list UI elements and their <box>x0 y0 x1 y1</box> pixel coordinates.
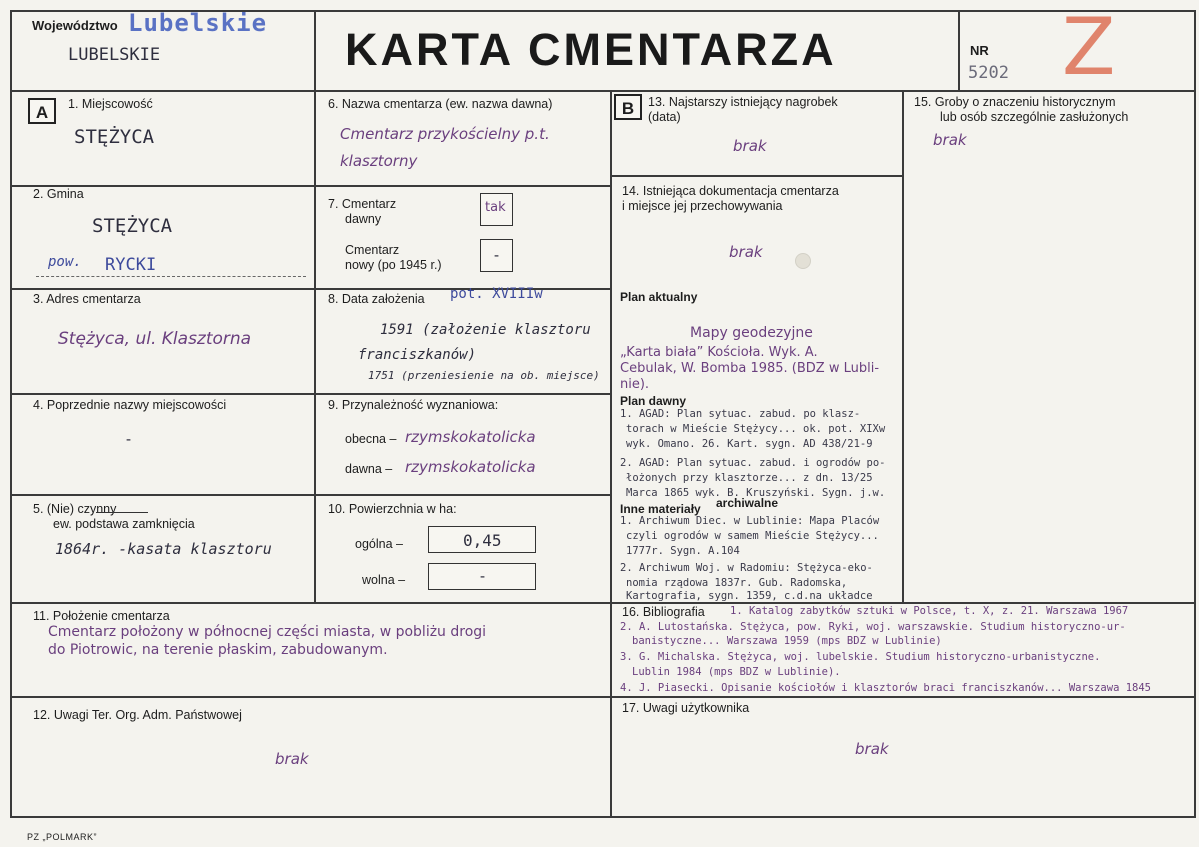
field-10-wolna-label: wolna – <box>362 573 406 587</box>
field-16-line-6: 4. J. Piasecki. Opisanie kościołów i klasztorów braci franciszkanów... Warszawa 1845 <box>620 682 1152 694</box>
wojewodztwo-label: Województwo <box>32 18 118 33</box>
field-7-nowy-value: - <box>492 246 502 264</box>
field-9-obecna-label: obecna – <box>345 432 397 446</box>
plan-dawny-label: Plan dawny <box>620 394 687 408</box>
inne-line-4: 2. Archiwum Woj. w Radomiu: Stężyca-eko- <box>620 562 873 574</box>
plan-aktualny-line-4: nie). <box>620 377 650 392</box>
field-15-value: brak <box>933 131 967 149</box>
field-16-line-1: 1. Katalog zabytków sztuki w Polsce, t. X, z. 21. Warszawa 1967 <box>730 605 1129 617</box>
field-8-label: 8. Data założenia <box>328 292 425 306</box>
field-5-label-a: 5. (Nie) czynny <box>33 502 117 516</box>
field-5-label-b: ew. podstawa zamknięcia <box>53 517 195 531</box>
field-4-label: 4. Poprzednie nazwy miejscowości <box>33 398 227 412</box>
field-16-line-3: banistyczne... Warszawa 1959 (mps BDZ w Lublinie) <box>632 635 942 647</box>
field-1-label: 1. Miejscowość <box>68 97 153 111</box>
field-8-value-1: 1591 (założenie klasztoru <box>380 322 591 338</box>
field-3-label: 3. Adres cmentarza <box>33 292 141 306</box>
field-2-pow-value: RYCKI <box>105 255 157 275</box>
field-7-dawny-value: tak <box>485 200 506 215</box>
field-15-label-1: 15. Groby o znaczeniu historycznym <box>914 95 1116 109</box>
printer-imprint: PZ „POLMARK” <box>27 832 98 842</box>
field-9-dawna-value: rzymskokatolicka <box>405 458 536 476</box>
plan-dawny-line-4: 2. AGAD: Plan sytuac. zabud. i ogrodów po- <box>620 457 886 469</box>
cell-15 <box>902 90 1196 604</box>
plan-dawny-line-5: łożonych przy klasztorze... z dn. 13/25 <box>626 472 873 484</box>
page-title: KARTA CMENTARZA <box>345 24 837 75</box>
header-left-cell <box>10 10 316 92</box>
section-b-marker: B <box>614 94 642 120</box>
field-14-label-1: 14. Istniejąca dokumentacja cmentarza <box>622 184 839 198</box>
field-6-value-2: klasztorny <box>340 152 418 170</box>
field-10-wolna-value: - <box>478 567 488 585</box>
field-6-value-1: Cmentarz przykościelny p.t. <box>340 125 550 143</box>
field-9-label: 9. Przynależność wyznaniowa: <box>328 398 499 412</box>
field-2-value: STĘŻYCA <box>92 215 173 237</box>
nr-label: NR <box>970 43 989 58</box>
field-2-label: 2. Gmina <box>33 187 84 201</box>
field-5-value: 1864r. -kasata klasztoru <box>55 540 272 558</box>
field-3-value: Stężyca, ul. Klasztorna <box>58 329 252 349</box>
field-10-ogolna-value: 0,45 <box>463 531 502 550</box>
section-a-marker: A <box>28 98 56 124</box>
field-7-nowy-label-2: nowy (po 1945 r.) <box>345 258 442 272</box>
field-13-value: brak <box>733 137 767 155</box>
field-11-value-1: Cmentarz położony w północnej części miasta, w pobliżu drogi <box>48 624 487 640</box>
field-13-label-2: (data) <box>648 110 681 124</box>
wojewodztwo-handwritten: LUBELSKIE <box>68 45 161 65</box>
field-17-value: brak <box>855 740 889 758</box>
field-16-line-2: 2. A. Lutostańska. Stężyca, pow. Ryki, woj. warszawskie. Studium historyczno-ur- <box>620 621 1126 633</box>
plan-aktualny-label: Plan aktualny <box>620 290 698 304</box>
field-1-value: STĘŻYCA <box>74 126 155 148</box>
field-8-value-2: franciszkanów) <box>358 347 477 363</box>
field-16-line-4: 3. G. Michalska. Stężyca, woj. lubelskie. Studium historyczno-urbanistyczne. <box>620 651 1101 663</box>
field-12-label: 12. Uwagi Ter. Org. Adm. Państwowej <box>33 708 242 722</box>
pin-hole <box>795 253 811 269</box>
inne-line-3: 1777r. Sygn. A.104 <box>626 545 740 557</box>
field-13-label-1: 13. Najstarszy istniejący nagrobek <box>648 95 838 109</box>
nr-letter-stamp: Z <box>1062 3 1116 93</box>
field-5-strike-line <box>96 512 148 513</box>
inne-line-6: Kartografia, sygn. 1359, c.d.na układce <box>626 590 873 602</box>
field-6-label: 6. Nazwa cmentarza (ew. nazwa dawna) <box>328 97 553 111</box>
inne-label-2: archiwalne <box>716 496 779 510</box>
nr-value: 5202 <box>968 63 1009 83</box>
field-16-label: 16. Bibliografia <box>622 605 705 619</box>
field-2-underline <box>36 276 306 277</box>
plan-dawny-line-1: 1. AGAD: Plan sytuac. zabud. po klasz- <box>620 408 861 420</box>
wojewodztwo-stamp: Lubelskie <box>128 9 268 37</box>
field-8-value-top: pot. XVIIIw <box>450 286 543 302</box>
plan-dawny-line-3: wyk. Omano. 26. Kart. sygn. AD 438/21-9 <box>626 438 873 450</box>
field-16-line-5: Lublin 1984 (mps BDZ w Lublinie). <box>632 666 841 678</box>
field-7-dawny-label: dawny <box>345 212 382 226</box>
inne-line-5: nomia rządowa 1837r. Gub. Radomska, <box>626 577 848 589</box>
field-10-ogolna-label: ogólna – <box>355 537 403 551</box>
field-4-value: - <box>124 430 134 448</box>
field-2-pow-label: pow. <box>48 254 82 270</box>
plan-dawny-line-2: torach w Mieście Stężycy... ok. pot. XIXw <box>626 423 886 435</box>
field-7-label: 7. Cmentarz <box>328 197 397 211</box>
field-15-label-2: lub osób szczególnie zasłużonych <box>940 110 1129 124</box>
field-12-value: brak <box>275 750 309 768</box>
field-10-label: 10. Powierzchnia w ha: <box>328 502 457 516</box>
field-9-dawna-label: dawna – <box>345 462 393 476</box>
plan-dawny-line-6: Marca 1865 wyk. B. Kruszyński. Sygn. j.w. <box>626 487 886 499</box>
field-11-value-2: do Piotrowic, na terenie płaskim, zabudowanym. <box>48 642 388 658</box>
inne-label-1: Inne materiały <box>620 502 701 516</box>
header-nr-cell <box>958 10 1196 92</box>
header-title-cell <box>314 10 960 92</box>
plan-aktualny-line-1: Mapy geodezyjne <box>690 325 813 341</box>
field-14-value: brak <box>729 243 763 261</box>
field-8-value-3: 1751 (przeniesienie na ob. miejsce) <box>368 369 600 382</box>
plan-aktualny-line-2: „Karta biała” Kościoła. Wyk. A. <box>620 345 818 360</box>
field-11-label: 11. Położenie cmentarza <box>33 609 170 623</box>
plan-aktualny-line-3: Cebulak, W. Bomba 1985. (BDZ w Lubli- <box>620 361 880 376</box>
field-9-obecna-value: rzymskokatolicka <box>405 428 536 446</box>
inne-line-1: 1. Archiwum Diec. w Lublinie: Mapa Placów <box>620 515 880 527</box>
field-7-nowy-label-1: Cmentarz <box>345 243 400 257</box>
inne-line-2: czyli ogrodów w samem Mieście Stężycy... <box>626 530 879 542</box>
field-17-label: 17. Uwagi użytkownika <box>622 701 750 715</box>
field-14-label-2: i miejsce jej przechowywania <box>622 199 783 213</box>
